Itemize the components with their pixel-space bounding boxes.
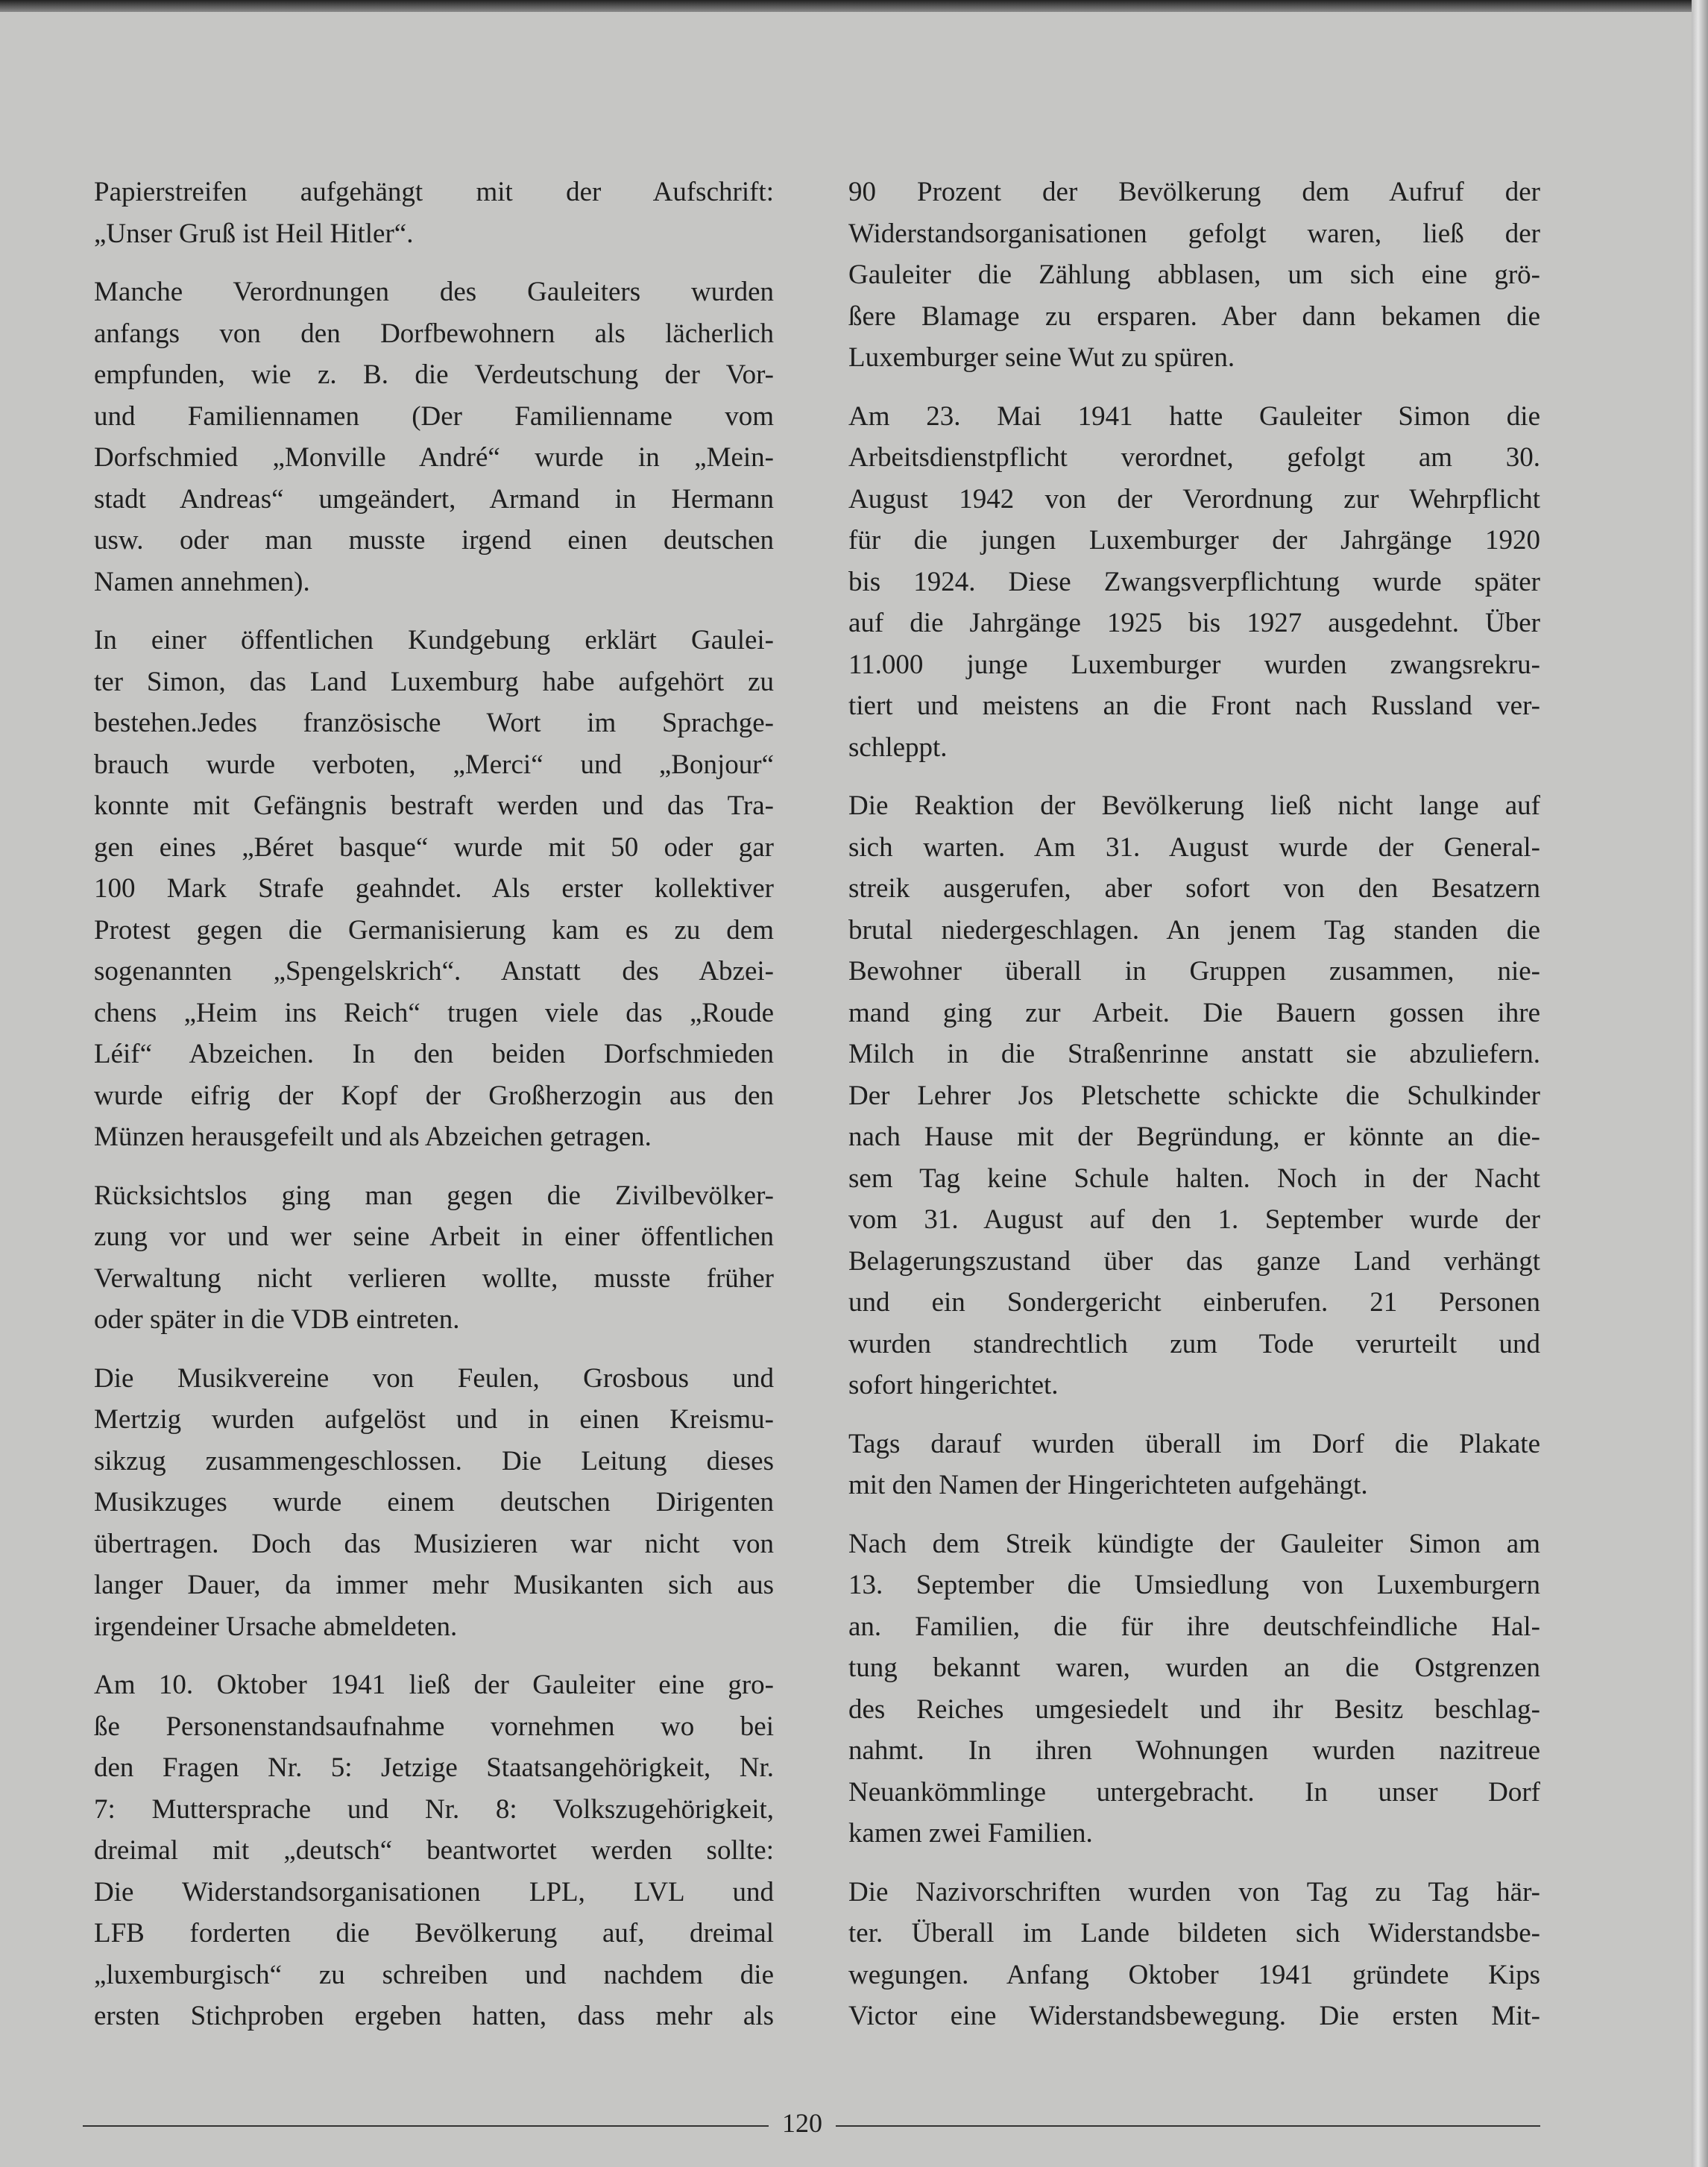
text-line: stadt Andreas“ umgeändert, Armand in Hermann: [94, 483, 774, 515]
text-line: chens „Heim ins Reich“ trugen viele das „Roude: [94, 997, 774, 1028]
text-line: Milch in die Straßenrinne anstatt sie abzuliefern.: [848, 1039, 1540, 1069]
paragraph: [94, 1175, 774, 1341]
text-line: LFB forderten die Bevölkerung auf, dreimal: [94, 1918, 774, 1949]
text-line: Victor eine Widerstandsbewegung. Die ersten Mit-: [848, 2001, 1540, 2031]
text-line: tung bekannt waren, wurden an die Ostgrenzen: [848, 1652, 1540, 1683]
text-line: 7: Muttersprache und Nr. 8: Volkszugehörigkeit,: [94, 1793, 774, 1825]
text-line: Manche Verordnungen des Gauleiters wurden: [94, 277, 774, 307]
book-spine-edge: [1692, 0, 1708, 2167]
text-line: den Fragen Nr. 5: Jetzige Staatsangehörigkeit, Nr.: [94, 1752, 774, 1783]
text-line: ßere Blamage zu ersparen. Aber dann bekamen die: [848, 301, 1540, 332]
text-line: 13. September die Umsiedlung von Luxemburgern: [848, 1570, 1540, 1600]
text-line: Am 10. Oktober 1941 ließ der Gauleiter eine gro-: [94, 1670, 774, 1700]
text-line: 11.000 junge Luxemburger wurden zwangsrekru-: [848, 649, 1540, 680]
text-line: sem Tag keine Schule halten. Noch in der Nacht: [848, 1163, 1540, 1194]
text-line: auf die Jahrgänge 1925 bis 1927 ausgedehnt. Über: [848, 608, 1540, 638]
text-line: Belagerungszustand über das ganze Land verhängt: [848, 1245, 1540, 1277]
text-line: Léif“ Abzeichen. In den beiden Dorfschmieden: [94, 1039, 774, 1069]
text-line: mand ging zur Arbeit. Die Bauern gossen ihre: [848, 997, 1540, 1028]
text-line: langer Dauer, da immer mehr Musikanten sich aus: [94, 1570, 774, 1600]
text-line: kamen zwei Familien.: [848, 1818, 1093, 1849]
text-line: dreimal mit „deutsch“ beantwortet werden sollte:: [94, 1835, 774, 1866]
text-line: sich warten. Am 31. August wurde der General-: [848, 831, 1540, 863]
text-line: vom 31. August auf den 1. September wurde der: [848, 1204, 1540, 1235]
text-line: August 1942 von der Verordnung zur Wehrpflicht: [848, 483, 1540, 515]
text-line: ße Personenstandsaufnahme vornehmen wo bei: [94, 1711, 774, 1742]
text-line: bis 1924. Diese Zwangsverpflichtung wurde später: [848, 566, 1540, 597]
text-line: nach Hause mit der Begründung, er könnte an die-: [848, 1122, 1540, 1152]
text-line: Luxemburger seine Wut zu spüren.: [848, 342, 1235, 373]
paragraph: [848, 1523, 1540, 1855]
text-line: Die Musikvereine von Feulen, Grosbous und: [94, 1362, 774, 1394]
text-line: Papierstreifen aufgehängt mit der Aufschrift:: [94, 177, 774, 207]
text-line: sofort hingerichtet.: [848, 1370, 1059, 1400]
text-line: Protest gegen die Germanisierung kam es zu dem: [94, 914, 774, 946]
text-line: mit den Namen der Hingerichteten aufgehängt.: [848, 1470, 1368, 1500]
text-line: Am 23. Mai 1941 hatte Gauleiter Simon die: [848, 400, 1540, 432]
text-line: Die Reaktion der Bevölkerung ließ nicht lange auf: [848, 790, 1540, 821]
text-line: Bewohner überall in Gruppen zusammen, nie-: [848, 956, 1540, 987]
text-line: Die Nazivorschriften wurden von Tag zu Tag här-: [848, 1876, 1540, 1907]
text-line: sogenannten „Spengelskrich“. Anstatt des Abzei-: [94, 956, 774, 987]
text-line: tiert und meistens an die Front nach Russland ver-: [848, 691, 1540, 721]
text-line: und Familiennamen (Der Familienname vom: [94, 400, 774, 432]
paragraph: [848, 785, 1540, 1406]
text-line: übertragen. Doch das Musizieren war nicht von: [94, 1528, 774, 1559]
text-line: bestehen.Jedes französische Wort im Sprachge-: [94, 708, 774, 738]
page-number: 120: [782, 2108, 822, 2138]
text-line: irgendeiner Ursache abmeldeten.: [94, 1611, 458, 1642]
paragraph: [94, 172, 774, 254]
text-line: ter. Überall im Lande bildeten sich Widerstandsbe-: [848, 1918, 1540, 1949]
scan-top-edge: [0, 0, 1708, 12]
text-line: Mertzig wurden aufgelöst und in einen Kreismu-: [94, 1404, 774, 1435]
text-line: wegungen. Anfang Oktober 1941 gründete Kips: [848, 1959, 1540, 1990]
text-line: Gauleiter die Zählung abblasen, um sich eine grö-: [848, 260, 1540, 290]
text-line: für die jungen Luxemburger der Jahrgänge 1920: [848, 525, 1540, 556]
text-line: schleppt.: [848, 732, 948, 763]
paragraph: [94, 1358, 774, 1648]
text-line: sikzug zusammengeschlossen. Die Leitung dieses: [94, 1445, 774, 1476]
text-line: anfangs von den Dorfbewohnern als lächerlich: [94, 318, 774, 349]
text-column-left: [94, 172, 774, 2054]
paragraph: [848, 1872, 1540, 2037]
paragraph: [94, 1664, 774, 2037]
page-footer: [83, 2108, 1540, 2138]
text-line: Namen annehmen).: [94, 566, 310, 597]
text-column-right: [848, 172, 1540, 2054]
text-line: Neuankömmlinge untergebracht. In unser Dorf: [848, 1776, 1540, 1808]
paragraph: [94, 271, 774, 603]
text-line: und ein Sondergericht einberufen. 21 Personen: [848, 1287, 1540, 1318]
text-line: des Reiches umgesiedelt und ihr Besitz beschlag-: [848, 1693, 1540, 1725]
text-line: Arbeitsdienstpflicht verordnet, gefolgt am 30.: [848, 442, 1540, 473]
text-line: zung vor und wer seine Arbeit in einer öffentlichen: [94, 1221, 774, 1252]
text-line: Nach dem Streik kündigte der Gauleiter Simon am: [848, 1528, 1540, 1559]
text-line: 90 Prozent der Bevölkerung dem Aufruf der: [848, 177, 1540, 207]
text-line: empfunden, wie z. B. die Verdeutschung der Vor-: [94, 359, 774, 390]
text-line: Musikzuges wurde einem deutschen Dirigenten: [94, 1487, 774, 1517]
text-line: wurde eifrig der Kopf der Großherzogin aus den: [94, 1080, 774, 1111]
text-line: wurden standrechtlich zum Tode verurteilt und: [848, 1328, 1540, 1359]
footer-rule-right: [836, 2125, 1540, 2127]
text-line: konnte mit Gefängnis bestraft werden und das Tra-: [94, 790, 774, 821]
text-line: Die Widerstandsorganisationen LPL, LVL und: [94, 1876, 774, 1907]
text-line: an. Familien, die für ihre deutschfeindliche Hal-: [848, 1611, 1540, 1642]
text-line: usw. oder man musste irgend einen deutschen: [94, 525, 774, 556]
text-line: „Unser Gruß ist Heil Hitler“.: [94, 218, 414, 249]
text-line: In einer öffentlichen Kundgebung erklärt Gaulei-: [94, 625, 774, 655]
text-line: brutal niedergeschlagen. An jenem Tag standen die: [848, 914, 1540, 946]
text-line: Rücksichtslos ging man gegen die Zivilbevölker-: [94, 1180, 774, 1211]
text-line: Verwaltung nicht verlieren wollte, musste früher: [94, 1262, 774, 1294]
paragraph: [848, 1424, 1540, 1506]
text-line: „luxemburgisch“ zu schreiben und nachdem die: [94, 1959, 774, 1990]
paragraph: [848, 172, 1540, 379]
text-line: Widerstandsorganisationen gefolgt waren, ließ der: [848, 218, 1540, 249]
text-line: ter Simon, das Land Luxemburg habe aufgehört zu: [94, 666, 774, 697]
text-line: ersten Stichproben ergeben hatten, dass mehr als: [94, 2001, 774, 2031]
text-line: gen eines „Béret basque“ wurde mit 50 oder gar: [94, 831, 774, 863]
text-line: oder später in die VDB eintreten.: [94, 1304, 460, 1335]
text-line: Dorfschmied „Monville André“ wurde in „Mein-: [94, 442, 774, 473]
text-line: nahmt. In ihren Wohnungen wurden nazitreue: [848, 1735, 1540, 1766]
text-line: Tags darauf wurden überall im Dorf die Plakate: [848, 1428, 1540, 1459]
footer-rule-left: [83, 2125, 769, 2127]
text-line: brauch wurde verboten, „Merci“ und „Bonjour“: [94, 749, 774, 780]
paragraph: [94, 620, 774, 1158]
paragraph: [848, 396, 1540, 769]
text-line: 100 Mark Strafe geahndet. Als erster kollektiver: [94, 873, 774, 904]
text-line: Münzen herausgefeilt und als Abzeichen getragen.: [94, 1122, 652, 1152]
text-line: streik ausgerufen, aber sofort von den Besatzern: [848, 873, 1540, 904]
text-line: Der Lehrer Jos Pletschette schickte die Schulkinder: [848, 1080, 1540, 1111]
